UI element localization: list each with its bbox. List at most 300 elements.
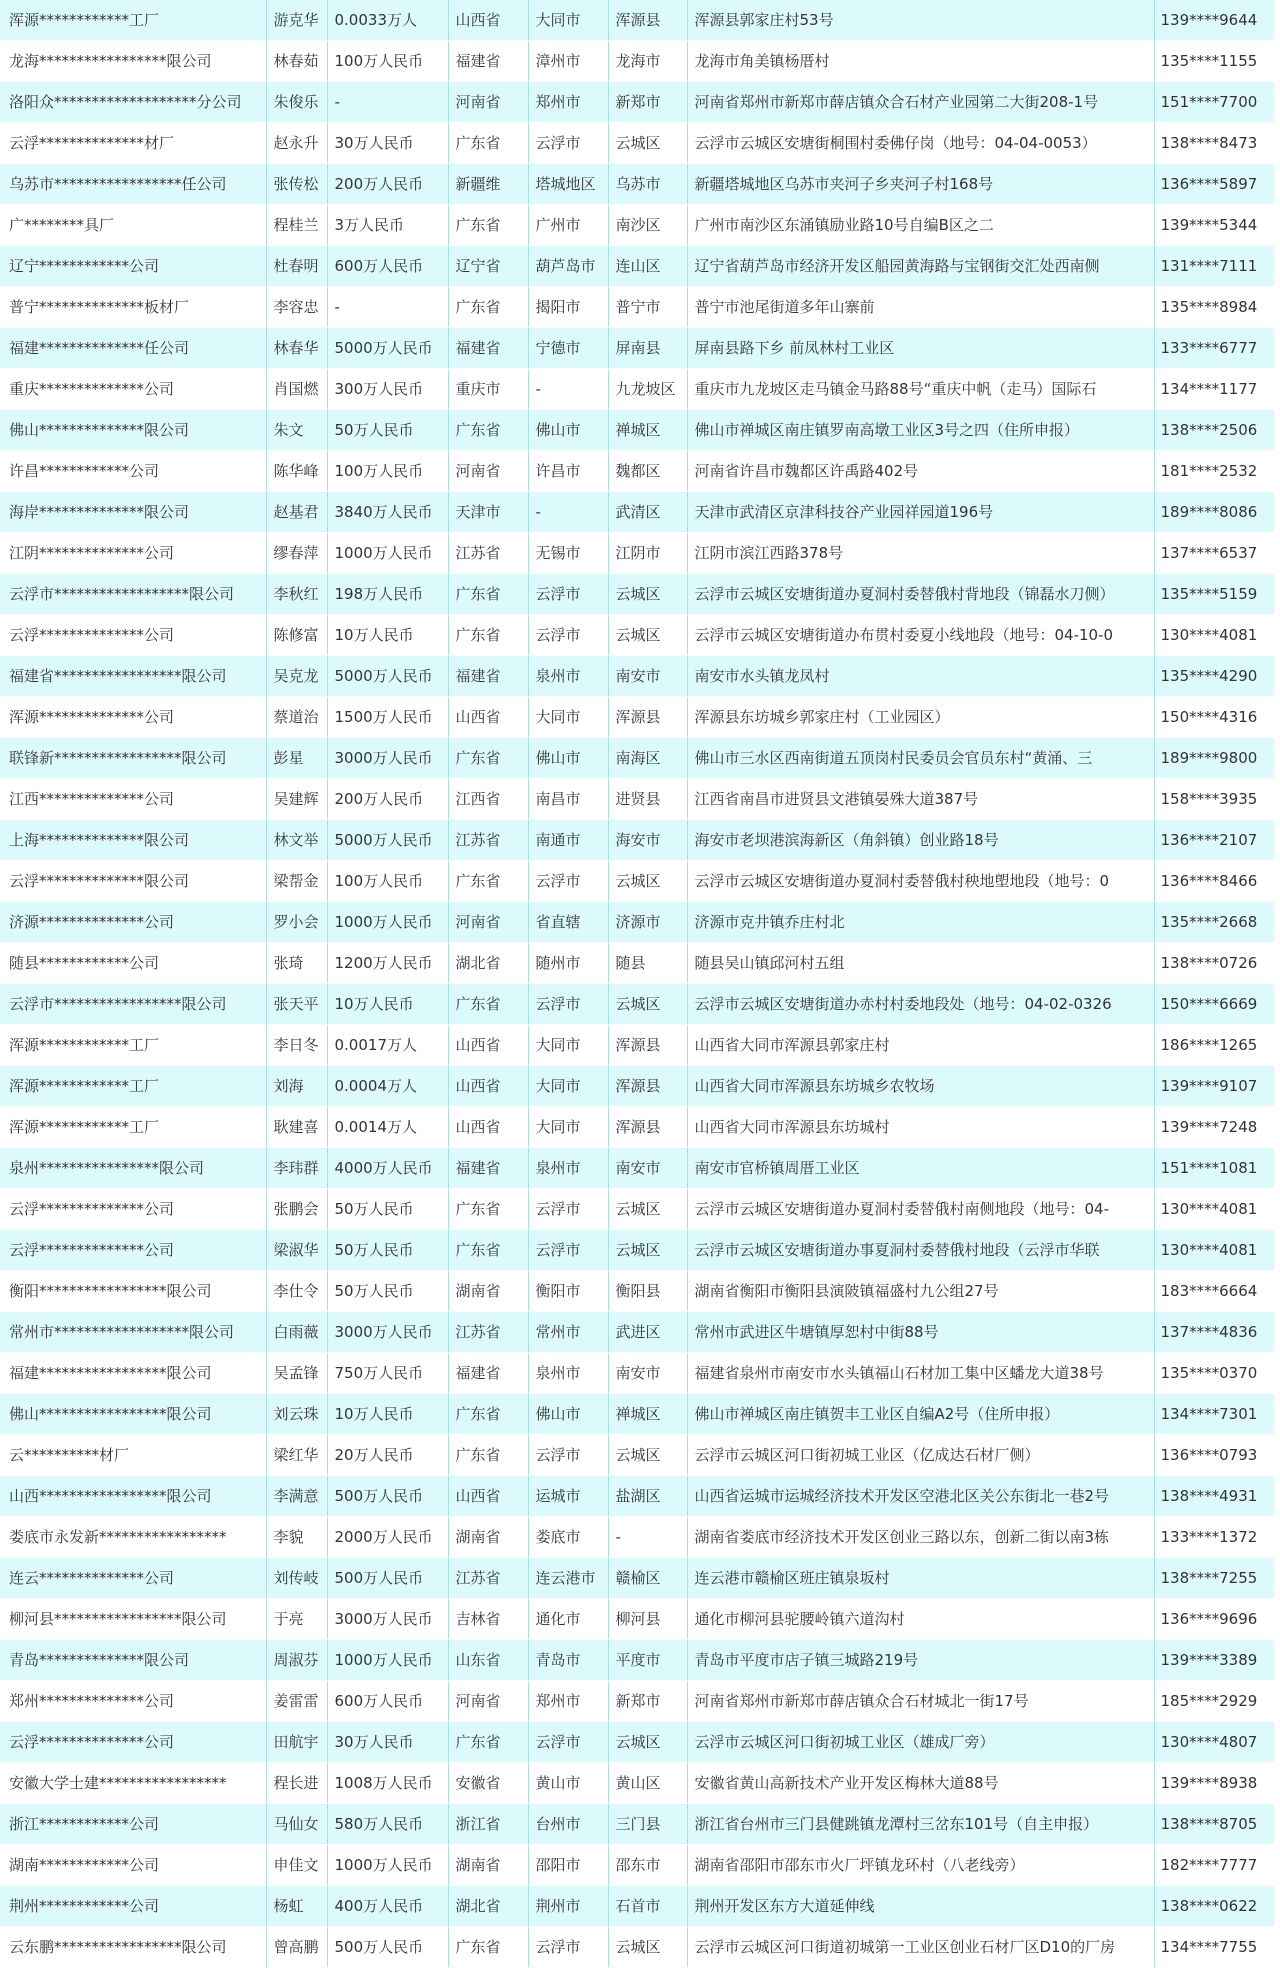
table-row	[0, 328, 1274, 369]
phone-cell: 185****2929	[1154, 1681, 1274, 1722]
province-cell: 河南省	[448, 1681, 528, 1722]
company-cell: 浑源************工厂	[0, 1025, 266, 1066]
district-cell: 云城区	[608, 123, 687, 164]
registered-capital-cell: 1000万人民币	[327, 1845, 448, 1886]
district-cell: 魏都区	[608, 451, 687, 492]
table-row	[0, 779, 1274, 820]
company-cell: 云浮市******************限公司	[0, 574, 266, 615]
table-row	[0, 615, 1274, 656]
address-cell: 云浮市云城区安塘街道办夏洞村委替俄村南侧地段（地号：04-	[687, 1189, 1154, 1230]
company-cell: 柳河县*****************限公司	[0, 1599, 266, 1640]
district-cell: 云城区	[608, 861, 687, 902]
company-cell: 乌苏市*****************任公司	[0, 164, 266, 205]
company-cell: 联锋新*****************限公司	[0, 738, 266, 779]
address-cell: 云浮市云城区安塘街道办事夏洞村委替俄村地段（云浮市华联	[687, 1230, 1154, 1271]
province-cell: 广东省	[448, 1722, 528, 1763]
contact-name-cell: 李秋红	[266, 574, 327, 615]
contact-name-cell: 姜雷雷	[266, 1681, 327, 1722]
table-row	[0, 1148, 1274, 1189]
contact-name-cell: 程桂兰	[266, 205, 327, 246]
city-cell: 无锡市	[528, 533, 608, 574]
province-cell: 吉林省	[448, 1599, 528, 1640]
table-row	[0, 820, 1274, 861]
table-row	[0, 1312, 1274, 1353]
province-cell: 广东省	[448, 1189, 528, 1230]
table-row	[0, 1435, 1274, 1476]
registered-capital-cell: 100万人民币	[327, 41, 448, 82]
province-cell: 辽宁省	[448, 246, 528, 287]
address-cell: 荆州开发区东方大道延伸线	[687, 1886, 1154, 1927]
table-row	[0, 656, 1274, 697]
address-cell: 浙江省台州市三门县健跳镇龙潭村三岔东101号（自主申报）	[687, 1804, 1154, 1845]
province-cell: 山西省	[448, 697, 528, 738]
company-cell: 浑源************工厂	[0, 1066, 266, 1107]
district-cell: 平度市	[608, 1640, 687, 1681]
city-cell: 云浮市	[528, 984, 608, 1025]
registered-capital-cell: 750万人民币	[327, 1353, 448, 1394]
contact-name-cell: 林文举	[266, 820, 327, 861]
address-cell: 云浮市云城区安塘街桐围村委佛仔岗（地号：04-04-0053）	[687, 123, 1154, 164]
city-cell: 随州市	[528, 943, 608, 984]
contact-name-cell: 杨虹	[266, 1886, 327, 1927]
table-row	[0, 1517, 1274, 1558]
table-row	[0, 533, 1274, 574]
province-cell: 江苏省	[448, 1558, 528, 1599]
district-cell: 衡阳县	[608, 1271, 687, 1312]
company-cell: 云浮**************公司	[0, 1722, 266, 1763]
province-cell: 湖南省	[448, 1517, 528, 1558]
district-cell: 浑源县	[608, 1025, 687, 1066]
city-cell: 台州市	[528, 1804, 608, 1845]
province-cell: 广东省	[448, 287, 528, 328]
contact-name-cell: 张天平	[266, 984, 327, 1025]
phone-cell: 186****1265	[1154, 1025, 1274, 1066]
registered-capital-cell: 198万人民币	[327, 574, 448, 615]
phone-cell: 130****4081	[1154, 1189, 1274, 1230]
phone-cell: 138****8705	[1154, 1804, 1274, 1845]
table-row	[0, 1189, 1274, 1230]
province-cell: 山西省	[448, 1476, 528, 1517]
registered-capital-cell: 10万人民币	[327, 1394, 448, 1435]
table-row	[0, 0, 1274, 41]
district-cell: 随县	[608, 943, 687, 984]
contact-name-cell: 肖国燃	[266, 369, 327, 410]
phone-cell: 133****6777	[1154, 328, 1274, 369]
company-cell: 云浮**************限公司	[0, 861, 266, 902]
table-row	[0, 1681, 1274, 1722]
table-row	[0, 1599, 1274, 1640]
address-cell: 重庆市九龙坡区走马镇金马路88号“重庆中帆（走马）国际石	[687, 369, 1154, 410]
registered-capital-cell: 3000万人民币	[327, 738, 448, 779]
city-cell: 塔城地区	[528, 164, 608, 205]
registered-capital-cell: 600万人民币	[327, 246, 448, 287]
table-row	[0, 287, 1274, 328]
province-cell: 福建省	[448, 1353, 528, 1394]
contact-name-cell: 张鹏会	[266, 1189, 327, 1230]
phone-cell: 135****2668	[1154, 902, 1274, 943]
phone-cell: 133****1372	[1154, 1517, 1274, 1558]
address-cell: 云浮市云城区安塘街道办夏洞村委替俄村背地段（锦磊水刀侧）	[687, 574, 1154, 615]
phone-cell: 134****7301	[1154, 1394, 1274, 1435]
address-cell: 云浮市云城区安塘街道办赤村村委地段处（地号：04-02-0326	[687, 984, 1154, 1025]
contact-name-cell: 蔡道治	[266, 697, 327, 738]
registered-capital-cell: 30万人民币	[327, 123, 448, 164]
registered-capital-cell: 30万人民币	[327, 1722, 448, 1763]
table-row	[0, 1353, 1274, 1394]
district-cell: 海安市	[608, 820, 687, 861]
city-cell: 黄山市	[528, 1763, 608, 1804]
registered-capital-cell: 3万人民币	[327, 205, 448, 246]
table-row	[0, 1886, 1274, 1927]
province-cell: 山东省	[448, 1640, 528, 1681]
phone-cell: 158****3935	[1154, 779, 1274, 820]
province-cell: 广东省	[448, 1394, 528, 1435]
phone-cell: 135****8984	[1154, 287, 1274, 328]
company-cell: 湖南************公司	[0, 1845, 266, 1886]
city-cell: 娄底市	[528, 1517, 608, 1558]
registered-capital-cell: 500万人民币	[327, 1927, 448, 1968]
table-row	[0, 1722, 1274, 1763]
address-cell: 青岛市平度市店子镇三城路219号	[687, 1640, 1154, 1681]
registered-capital-cell: 0.0014万人	[327, 1107, 448, 1148]
district-cell: 云城区	[608, 1230, 687, 1271]
contact-name-cell: 罗小会	[266, 902, 327, 943]
city-cell: 衡阳市	[528, 1271, 608, 1312]
company-cell: 重庆**************公司	[0, 369, 266, 410]
address-cell: 湖南省邵阳市邵东市火厂坪镇龙环村（八老线旁）	[687, 1845, 1154, 1886]
address-cell: 浑源县东坊城乡郭家庄村（工业园区）	[687, 697, 1154, 738]
city-cell: 葫芦岛市	[528, 246, 608, 287]
contact-name-cell: 李貌	[266, 1517, 327, 1558]
phone-cell: 137****4836	[1154, 1312, 1274, 1353]
phone-cell: 150****4316	[1154, 697, 1274, 738]
registered-capital-cell: 600万人民币	[327, 1681, 448, 1722]
phone-cell: 139****8938	[1154, 1763, 1274, 1804]
table-row	[0, 1927, 1274, 1968]
registered-capital-cell: 50万人民币	[327, 1189, 448, 1230]
address-cell: 云浮市云城区河口街道初城第一工业区创业石材厂区D10的厂房	[687, 1927, 1154, 1968]
registered-capital-cell: 580万人民币	[327, 1804, 448, 1845]
registered-capital-cell: 0.0033万人	[327, 0, 448, 41]
address-cell: 浑源县郭家庄村53号	[687, 0, 1154, 41]
phone-cell: 138****4931	[1154, 1476, 1274, 1517]
phone-cell: 137****6537	[1154, 533, 1274, 574]
city-cell: 省直辖	[528, 902, 608, 943]
company-cell: 辽宁************公司	[0, 246, 266, 287]
address-cell: 江西省南昌市进贤县文港镇晏殊大道387号	[687, 779, 1154, 820]
contact-name-cell: 梁红华	[266, 1435, 327, 1476]
company-cell: 常州市******************限公司	[0, 1312, 266, 1353]
table-row	[0, 1476, 1274, 1517]
district-cell: 普宁市	[608, 287, 687, 328]
phone-cell: 183****6664	[1154, 1271, 1274, 1312]
company-cell: 福建*****************限公司	[0, 1353, 266, 1394]
district-cell: 赣榆区	[608, 1558, 687, 1599]
city-cell: 大同市	[528, 1107, 608, 1148]
contact-name-cell: 程长进	[266, 1763, 327, 1804]
province-cell: 天津市	[448, 492, 528, 533]
contact-name-cell: 彭星	[266, 738, 327, 779]
table-row	[0, 41, 1274, 82]
province-cell: 安徽省	[448, 1763, 528, 1804]
address-cell: 云浮市云城区安塘街道办夏洞村委替俄村秧地塱地段（地号：0	[687, 861, 1154, 902]
registered-capital-cell: 10万人民币	[327, 615, 448, 656]
table-row	[0, 369, 1274, 410]
table-row	[0, 1066, 1274, 1107]
city-cell: 大同市	[528, 1025, 608, 1066]
province-cell: 山西省	[448, 0, 528, 41]
registered-capital-cell: 20万人民币	[327, 1435, 448, 1476]
company-cell: 广********具厂	[0, 205, 266, 246]
company-cell: 龙海*****************限公司	[0, 41, 266, 82]
province-cell: 广东省	[448, 1230, 528, 1271]
contact-name-cell: 曾高鹏	[266, 1927, 327, 1968]
city-cell: 云浮市	[528, 1722, 608, 1763]
phone-cell: 136****2107	[1154, 820, 1274, 861]
district-cell: 屏南县	[608, 328, 687, 369]
company-cell: 济源**************公司	[0, 902, 266, 943]
company-cell: 荆州************公司	[0, 1886, 266, 1927]
phone-cell: 139****3389	[1154, 1640, 1274, 1681]
phone-cell: 134****7755	[1154, 1927, 1274, 1968]
company-cell: 福建**************任公司	[0, 328, 266, 369]
city-cell: 揭阳市	[528, 287, 608, 328]
contact-name-cell: 张琦	[266, 943, 327, 984]
district-cell: 南安市	[608, 1148, 687, 1189]
company-cell: 郑州**************公司	[0, 1681, 266, 1722]
address-cell: 随县吴山镇邱河村五组	[687, 943, 1154, 984]
city-cell: 云浮市	[528, 1435, 608, 1476]
table-row	[0, 1107, 1274, 1148]
district-cell: 济源市	[608, 902, 687, 943]
company-cell: 云浮**************公司	[0, 615, 266, 656]
province-cell: 山西省	[448, 1066, 528, 1107]
phone-cell: 189****9800	[1154, 738, 1274, 779]
phone-cell: 131****7111	[1154, 246, 1274, 287]
contact-name-cell: 林春茹	[266, 41, 327, 82]
city-cell: 郑州市	[528, 82, 608, 123]
phone-cell: 135****0370	[1154, 1353, 1274, 1394]
table-row	[0, 1640, 1274, 1681]
district-cell: 三门县	[608, 1804, 687, 1845]
registered-capital-cell: 3000万人民币	[327, 1312, 448, 1353]
contact-name-cell: 李满意	[266, 1476, 327, 1517]
address-cell: 河南省郑州市新郑市薛店镇众合石材产业园第二大街208-1号	[687, 82, 1154, 123]
contact-name-cell: 吴建辉	[266, 779, 327, 820]
contact-name-cell: 李玮群	[266, 1148, 327, 1189]
address-cell: 南安市水头镇龙凤村	[687, 656, 1154, 697]
table-row	[0, 1025, 1274, 1066]
address-cell: 海安市老坝港滨海新区（角斜镇）创业路18号	[687, 820, 1154, 861]
city-cell: 连云港市	[528, 1558, 608, 1599]
company-cell: 安徽大学士建*****************	[0, 1763, 266, 1804]
phone-cell: 138****7255	[1154, 1558, 1274, 1599]
province-cell: 福建省	[448, 656, 528, 697]
registered-capital-cell: 2000万人民币	[327, 1517, 448, 1558]
city-cell: 宁德市	[528, 328, 608, 369]
address-cell: 新疆塔城地区乌苏市夹河子乡夹河子村168号	[687, 164, 1154, 205]
province-cell: 河南省	[448, 902, 528, 943]
city-cell: 漳州市	[528, 41, 608, 82]
district-cell: 武进区	[608, 1312, 687, 1353]
address-cell: 通化市柳河县驼腰岭镇六道沟村	[687, 1599, 1154, 1640]
company-cell: 云东鹏*****************限公司	[0, 1927, 266, 1968]
city-cell: 佛山市	[528, 410, 608, 451]
province-cell: 广东省	[448, 861, 528, 902]
registered-capital-cell: 5000万人民币	[327, 328, 448, 369]
district-cell: 南沙区	[608, 205, 687, 246]
city-cell: 大同市	[528, 0, 608, 41]
address-cell: 广州市南沙区东涌镇励业路10号自编B区之二	[687, 205, 1154, 246]
province-cell: 湖南省	[448, 1271, 528, 1312]
address-cell: 佛山市三水区西南街道五顶岗村民委员会官员东村“黄涌、三	[687, 738, 1154, 779]
contact-name-cell: 申佳文	[266, 1845, 327, 1886]
city-cell: 广州市	[528, 205, 608, 246]
address-cell: 云浮市云城区河口街初城工业区（雄成厂旁）	[687, 1722, 1154, 1763]
registered-capital-cell: 4000万人民币	[327, 1148, 448, 1189]
contact-name-cell: 白雨薇	[266, 1312, 327, 1353]
table-row	[0, 697, 1274, 738]
province-cell: 湖北省	[448, 1886, 528, 1927]
district-cell: 云城区	[608, 615, 687, 656]
address-cell: 云浮市云城区安塘街道办布贯村委夏小线地段（地号：04-10-0	[687, 615, 1154, 656]
registered-capital-cell: 3840万人民币	[327, 492, 448, 533]
phone-cell: 136****5897	[1154, 164, 1274, 205]
contact-name-cell: 梁淑华	[266, 1230, 327, 1271]
company-cell: 青岛**************限公司	[0, 1640, 266, 1681]
company-cell: 云浮**************材厂	[0, 123, 266, 164]
contact-name-cell: 梁帮金	[266, 861, 327, 902]
district-cell: 乌苏市	[608, 164, 687, 205]
city-cell: 云浮市	[528, 1189, 608, 1230]
district-cell: 石首市	[608, 1886, 687, 1927]
city-cell: 荆州市	[528, 1886, 608, 1927]
registered-capital-cell: 500万人民币	[327, 1558, 448, 1599]
registered-capital-cell: 5000万人民币	[327, 656, 448, 697]
province-cell: 湖北省	[448, 943, 528, 984]
registered-capital-cell: 1200万人民币	[327, 943, 448, 984]
company-cell: 云浮**************公司	[0, 1189, 266, 1230]
company-cell: 云浮**************公司	[0, 1230, 266, 1271]
province-cell: 广东省	[448, 410, 528, 451]
table-row	[0, 861, 1274, 902]
company-cell: 江西**************公司	[0, 779, 266, 820]
company-cell: 云**********材厂	[0, 1435, 266, 1476]
district-cell: 禅城区	[608, 410, 687, 451]
registered-capital-cell: 100万人民币	[327, 861, 448, 902]
province-cell: 重庆市	[448, 369, 528, 410]
address-cell: 龙海市角美镇杨厝村	[687, 41, 1154, 82]
phone-cell: 130****4081	[1154, 615, 1274, 656]
company-cell: 佛山**************限公司	[0, 410, 266, 451]
contact-name-cell: 朱文	[266, 410, 327, 451]
city-cell: 泉州市	[528, 656, 608, 697]
city-cell: -	[528, 369, 608, 410]
registered-capital-cell: 100万人民币	[327, 451, 448, 492]
district-cell: 进贤县	[608, 779, 687, 820]
table-row	[0, 1558, 1274, 1599]
address-cell: 湖南省衡阳市衡阳县演陂镇福盛村九公组27号	[687, 1271, 1154, 1312]
province-cell: 浙江省	[448, 1804, 528, 1845]
contact-name-cell: 李仕令	[266, 1271, 327, 1312]
phone-cell: 130****4807	[1154, 1722, 1274, 1763]
phone-cell: 138****0726	[1154, 943, 1274, 984]
phone-cell: 139****9644	[1154, 0, 1274, 41]
district-cell: 武清区	[608, 492, 687, 533]
address-cell: 河南省郑州市新郑市薛店镇众合石材城北一街17号	[687, 1681, 1154, 1722]
company-cell: 娄底市永发新*****************	[0, 1517, 266, 1558]
city-cell: 泉州市	[528, 1353, 608, 1394]
province-cell: 山西省	[448, 1107, 528, 1148]
district-cell: 云城区	[608, 1189, 687, 1230]
district-cell: 云城区	[608, 1435, 687, 1476]
address-cell: 常州市武进区牛塘镇厚恕村中街88号	[687, 1312, 1154, 1353]
province-cell: 广东省	[448, 123, 528, 164]
registered-capital-cell: 10万人民币	[327, 984, 448, 1025]
address-cell: 福建省泉州市南安市水头镇福山石材加工集中区蟠龙大道38号	[687, 1353, 1154, 1394]
table-row	[0, 164, 1274, 205]
address-cell: 江阴市滨江西路378号	[687, 533, 1154, 574]
district-cell: 盐湖区	[608, 1476, 687, 1517]
company-cell: 云浮市*****************限公司	[0, 984, 266, 1025]
city-cell: 佛山市	[528, 738, 608, 779]
city-cell: 佛山市	[528, 1394, 608, 1435]
table-row	[0, 123, 1274, 164]
phone-cell: 150****6669	[1154, 984, 1274, 1025]
city-cell: 常州市	[528, 1312, 608, 1353]
registered-capital-cell: 5000万人民币	[327, 820, 448, 861]
company-cell: 衡阳*****************限公司	[0, 1271, 266, 1312]
company-cell: 普宁**************板材厂	[0, 287, 266, 328]
table-row	[0, 246, 1274, 287]
contact-name-cell: 田航宇	[266, 1722, 327, 1763]
address-cell: 佛山市禅城区南庄镇罗南高墩工业区3号之四（住所申报）	[687, 410, 1154, 451]
district-cell: 连山区	[608, 246, 687, 287]
province-cell: 福建省	[448, 328, 528, 369]
contact-name-cell: 马仙女	[266, 1804, 327, 1845]
province-cell: 广东省	[448, 1435, 528, 1476]
company-cell: 江阴**************公司	[0, 533, 266, 574]
province-cell: 广东省	[448, 205, 528, 246]
phone-cell: 134****1177	[1154, 369, 1274, 410]
address-cell: 辽宁省葫芦岛市经济开发区船园黄海路与宝钢街交汇处西南侧	[687, 246, 1154, 287]
phone-cell: 138****0622	[1154, 1886, 1274, 1927]
registered-capital-cell: 1000万人民币	[327, 902, 448, 943]
contact-name-cell: 张传松	[266, 164, 327, 205]
district-cell: 浑源县	[608, 1107, 687, 1148]
district-cell: 云城区	[608, 1722, 687, 1763]
phone-cell: 182****7777	[1154, 1845, 1274, 1886]
city-cell: 云浮市	[528, 123, 608, 164]
company-cell: 海岸**************限公司	[0, 492, 266, 533]
province-cell: 河南省	[448, 82, 528, 123]
registered-capital-cell: 500万人民币	[327, 1476, 448, 1517]
company-cell: 浑源**************公司	[0, 697, 266, 738]
registered-capital-cell: 0.0004万人	[327, 1066, 448, 1107]
city-cell: 运城市	[528, 1476, 608, 1517]
contact-name-cell: 耿建喜	[266, 1107, 327, 1148]
district-cell: 浑源县	[608, 1066, 687, 1107]
table-row	[0, 984, 1274, 1025]
city-cell: 泉州市	[528, 1148, 608, 1189]
company-cell: 许昌************公司	[0, 451, 266, 492]
table-row	[0, 82, 1274, 123]
contact-name-cell: 杜春明	[266, 246, 327, 287]
table-row	[0, 738, 1274, 779]
city-cell: 云浮市	[528, 1927, 608, 1968]
city-cell: 云浮市	[528, 861, 608, 902]
phone-cell: 139****9107	[1154, 1066, 1274, 1107]
